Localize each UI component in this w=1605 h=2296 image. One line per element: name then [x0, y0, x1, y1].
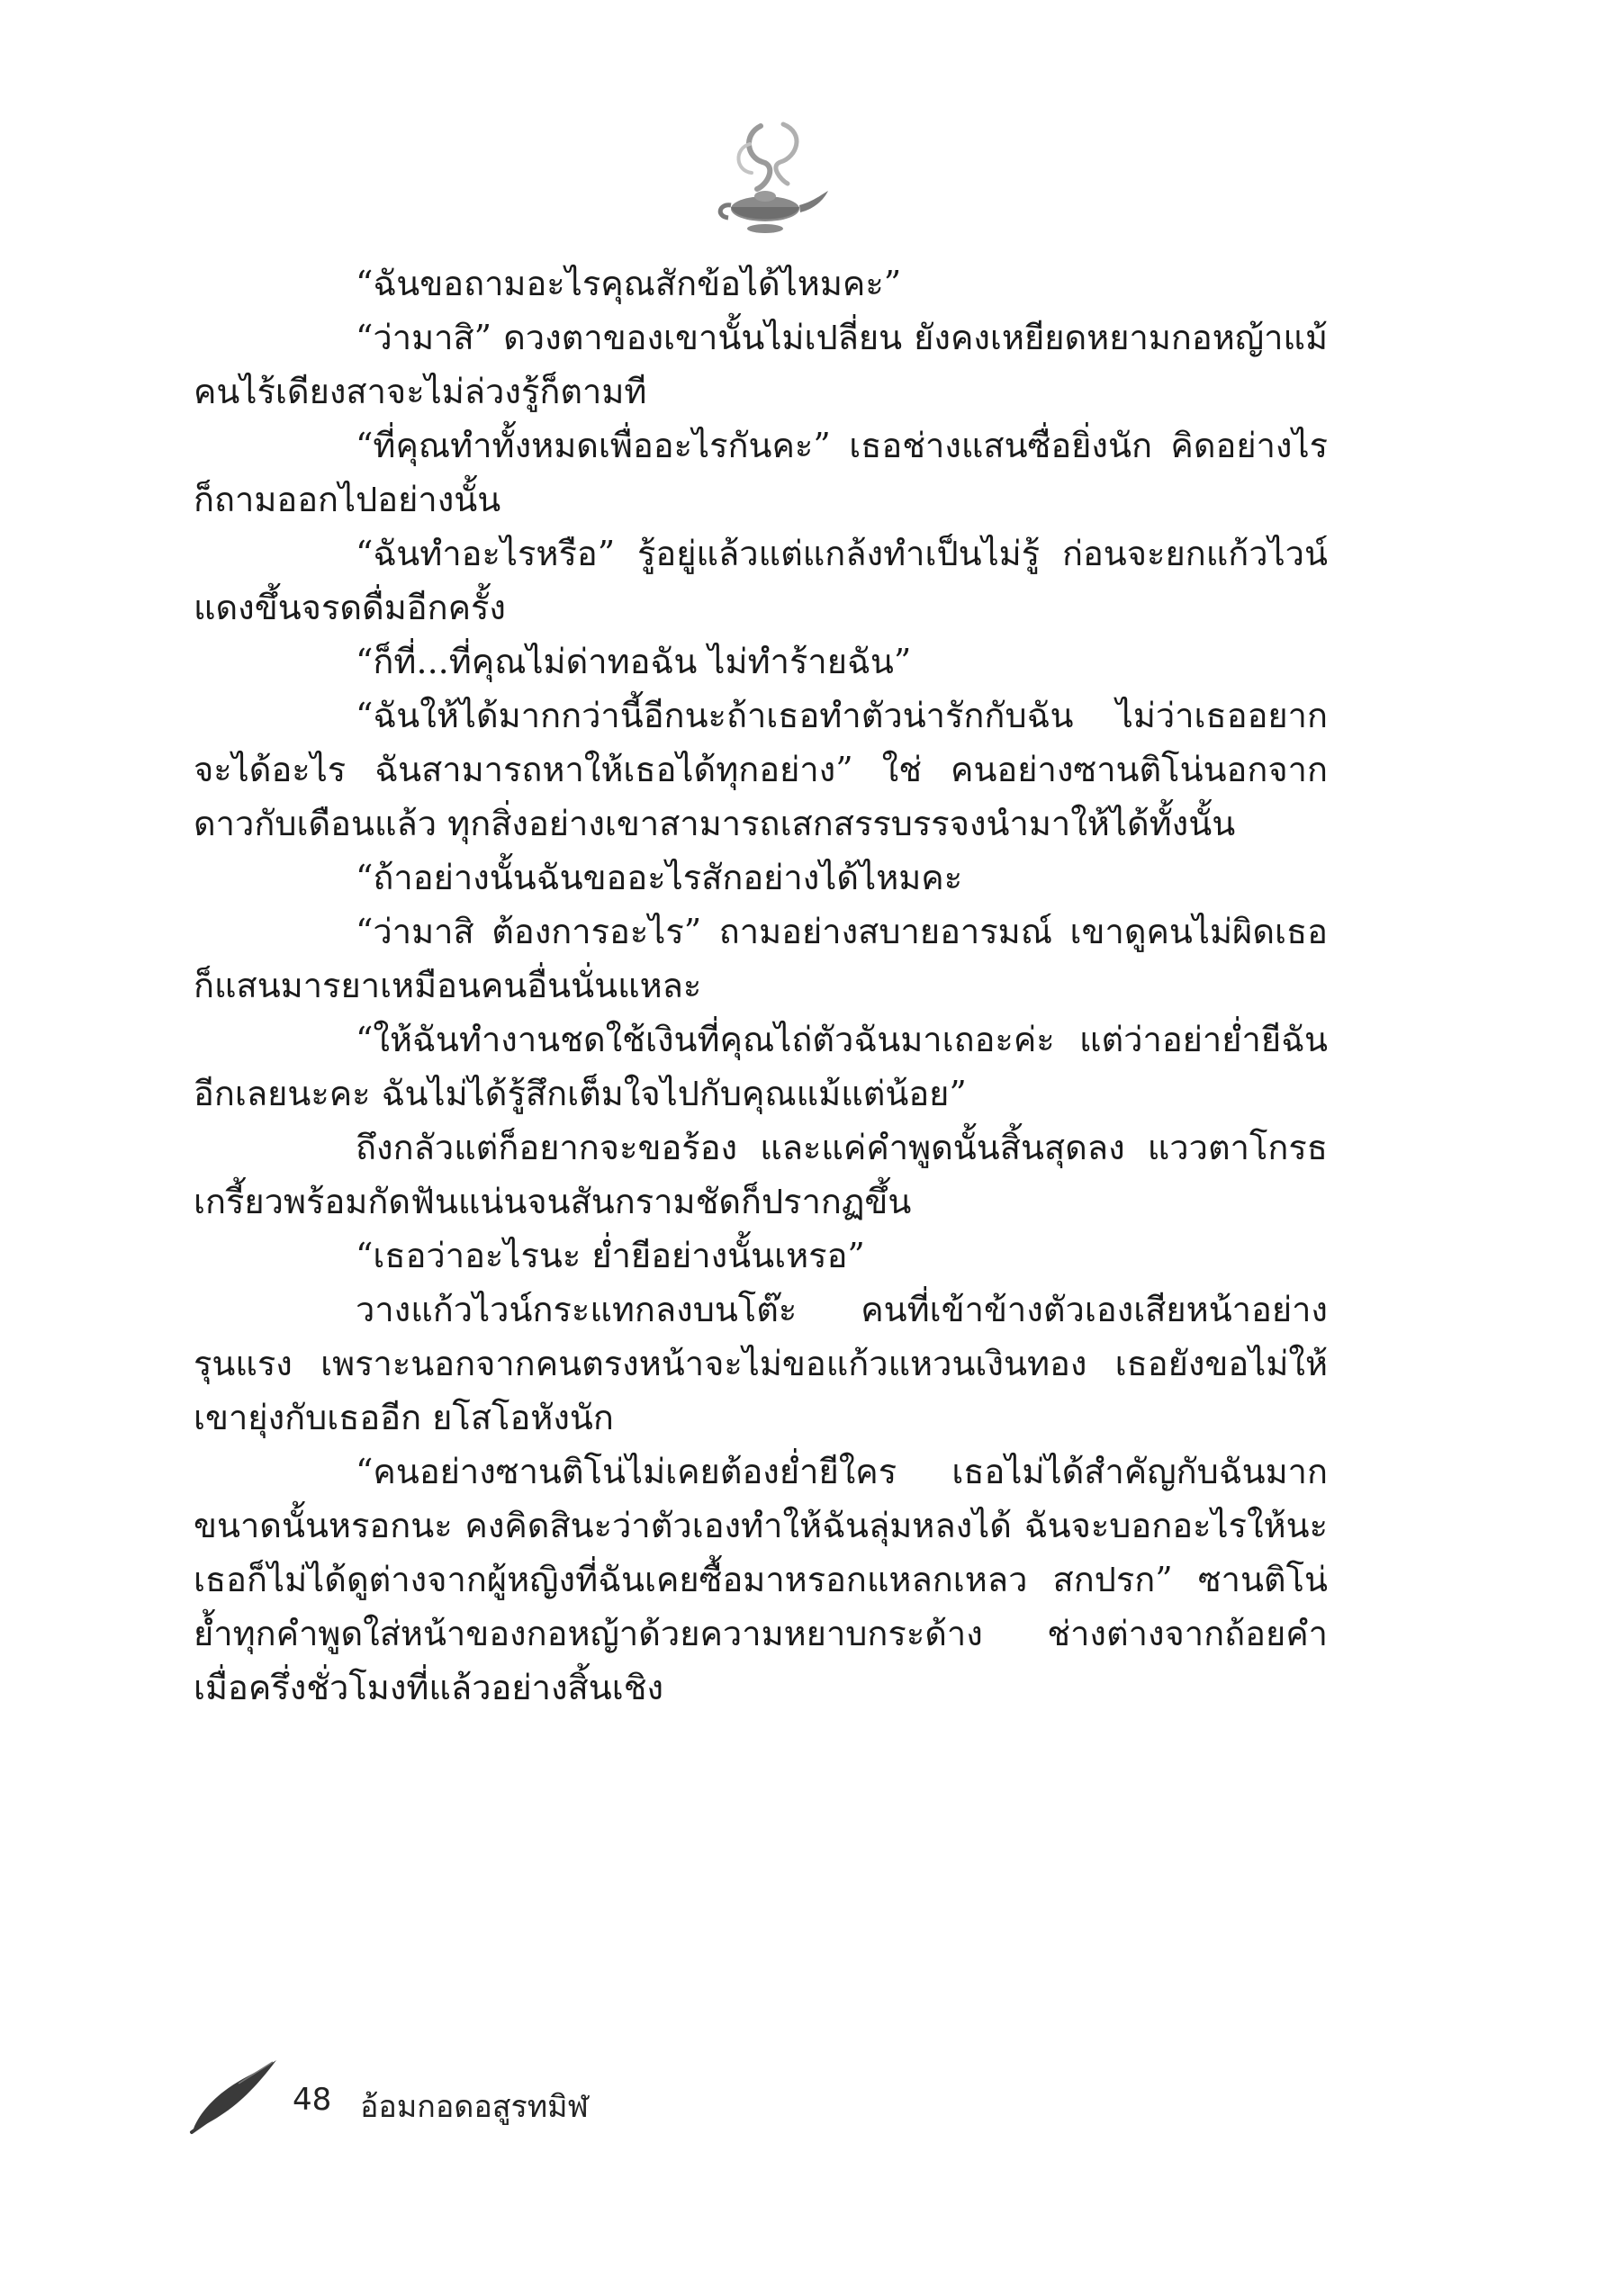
paragraph: “ฉันทำอะไรหรือ” รู้อยู่แล้วแต่แกล้งทำเป็นไม่รู้ ก่อนจะยกแก้วไวน์แดงขึ้นจรดดื่มอีกครั้ง	[194, 534, 1328, 627]
paragraph: “ที่คุณทำทั้งหมดเพื่ออะไรกันคะ” เธอช่างแสนซื่อยิ่งนัก คิดอย่างไรก็ถามออกไปอย่างนั้น	[194, 426, 1328, 519]
body-text	[194, 257, 1328, 1715]
paragraph: “ฉันให้ได้มากกว่านี้อีกนะถ้าเธอทำตัวน่ารักกับฉัน ไม่ว่าเธออยากจะได้อะไร ฉันสามารถหาให้เธอได้ทุกอย่าง” ใช่ คนอย่างซานติโน่นอกจากดาวกับเดือนแล้ว ทุกสิ่งอย่างเขาสามารถเสกสรรบรรจงนำมาให้ได้ทั้งนั้น	[194, 696, 1328, 843]
paragraph: “คนอย่างซานติโน่ไม่เคยต้องย่ำยีใคร เธอไม่ได้สำคัญกับฉันมากขนาดนั้นหรอกนะ คงคิดสินะว่าตัวเองทำให้ฉันลุ่มหลงได้ ฉันจะบอกอะไรให้นะ เธอก็ไม่ได้ดูต่างจากผู้หญิงที่ฉันเคยซื้อมาหรอกแหลกเหลว สกปรก” ซานติโน่ย้ำทุกคำพูดใส่หน้าของกอหญ้าด้วยความหยาบกระด้าง ช่างต่างจากถ้อยคำเมื่อครึ่งชั่วโมงที่แล้วอย่างสิ้นเชิง	[194, 1452, 1328, 1707]
magic-lamp-icon	[698, 108, 833, 243]
page-number: 48	[293, 2082, 332, 2118]
paragraph: “ก็ที่...ที่คุณไม่ด่าทอฉัน ไม่ทำร้ายฉัน”	[356, 642, 912, 681]
paragraph: “ถ้าอย่างนั้นฉันขออะไรสักอย่างได้ไหมคะ	[356, 858, 963, 897]
book-title: อ้อมกอดอสูรทมิฬ	[360, 2089, 589, 2125]
paragraph: “ฉันขอถามอะไรคุณสักข้อได้ไหมคะ”	[356, 264, 902, 303]
paragraph: “ให้ฉันทำงานชดใช้เงินที่คุณไถ่ตัวฉันมาเถอะค่ะ แต่ว่าอย่าย่ำยีฉันอีกเลยนะคะ ฉันไม่ได้รู้สึกเต็มใจไปกับคุณแม้แต่น้อย”	[194, 1020, 1328, 1113]
paragraph: “เธอว่าอะไรนะ ย่ำยีอย่างนั้นเหรอ”	[356, 1236, 865, 1275]
paragraph: วางแก้วไวน์กระแทกลงบนโต๊ะ คนที่เข้าข้างตัวเองเสียหน้าอย่างรุนแรง เพราะนอกจากคนตรงหน้าจะไม่ขอแก้วแหวนเงินทอง เธอยังขอไม่ให้เขายุ่งกับเธออีก ยโสโอหังนัก	[194, 1290, 1328, 1437]
feather-icon	[185, 2057, 279, 2138]
page-footer	[185, 2057, 815, 2138]
paragraph: “ว่ามาสิ” ดวงตาของเขานั้นไม่เปลี่ยน ยังคงเหยียดหยามกอหญ้าแม้คนไร้เดียงสาจะไม่ล่วงรู้ก็ตามที	[194, 318, 1328, 411]
paragraph: “ว่ามาสิ ต้องการอะไร” ถามอย่างสบายอารมณ์ เขาดูคนไม่ผิดเธอก็แสนมารยาเหมือนคนอื่นนั่นแหละ	[194, 912, 1328, 1005]
paragraph: ถึงกลัวแต่ก็อยากจะขอร้อง และแค่คำพูดนั้นสิ้นสุดลง แววตาโกรธเกรี้ยวพร้อมกัดฟันแน่นจนสันกรามชัดก็ปรากฏขึ้น	[194, 1128, 1328, 1221]
